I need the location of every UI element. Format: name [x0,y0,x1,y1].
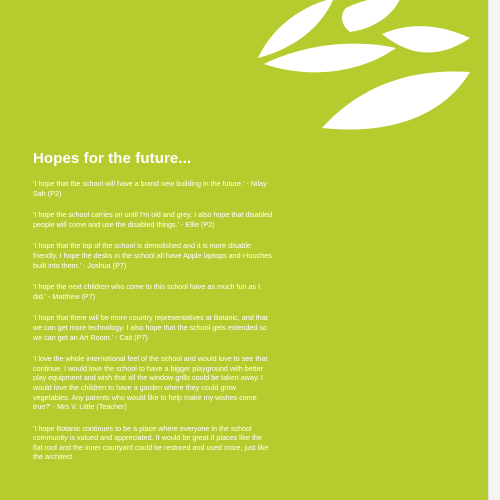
quote-5: 'I hope that there will be more country representatives at Botanic, and that we can get more technology. I also hope that the school gets extended so we can get an Art Room.' - Cait (P7) [33,313,268,342]
leaf-middle [342,0,402,32]
quote-6: 'I love the whole international feel of the school and would love to see that continue. I would love the school to have a bigger playground with better play equipment and wish that all the window grills could be taken away. I would love the children to have a garden where they could grow vegetables. Any parents who would like to help make my wishes come true?' - Mrs V. Little (Teacher) [33,354,268,412]
quote-2: 'I hope the school carries on until I'm old and grey. I also hope that disabled people will come and use the disabled things.' - Ellie (P2) [33,210,273,229]
leaf-right-lower [322,71,470,129]
leaf-cluster-icon [0,0,488,160]
quote-4: 'I hope the next children who come to this school have as much fun as I did.' - Matthew (P7) [33,282,261,301]
quote-7: 'I hope Botanic continues to be a place where everyone in the school community is valued and appreciated. It would be great if places like the flat roof and the inner courtyard could be restored and used more, just like the architect [33,423,269,462]
quote-1: 'I hope that the school will have a brand new building in the future.' - Nilay Sah (P2) [33,179,267,198]
quotes-section [33,150,273,474]
section-heading: Hopes for the future... [33,150,192,167]
page-edge [488,0,500,500]
quote-3: 'I hope that the top of the school is demolished and it is more disable friendly. I hope the desks in the school all have Apple laptops and i-touches built into them.' - Joshua (P7) [33,241,272,270]
